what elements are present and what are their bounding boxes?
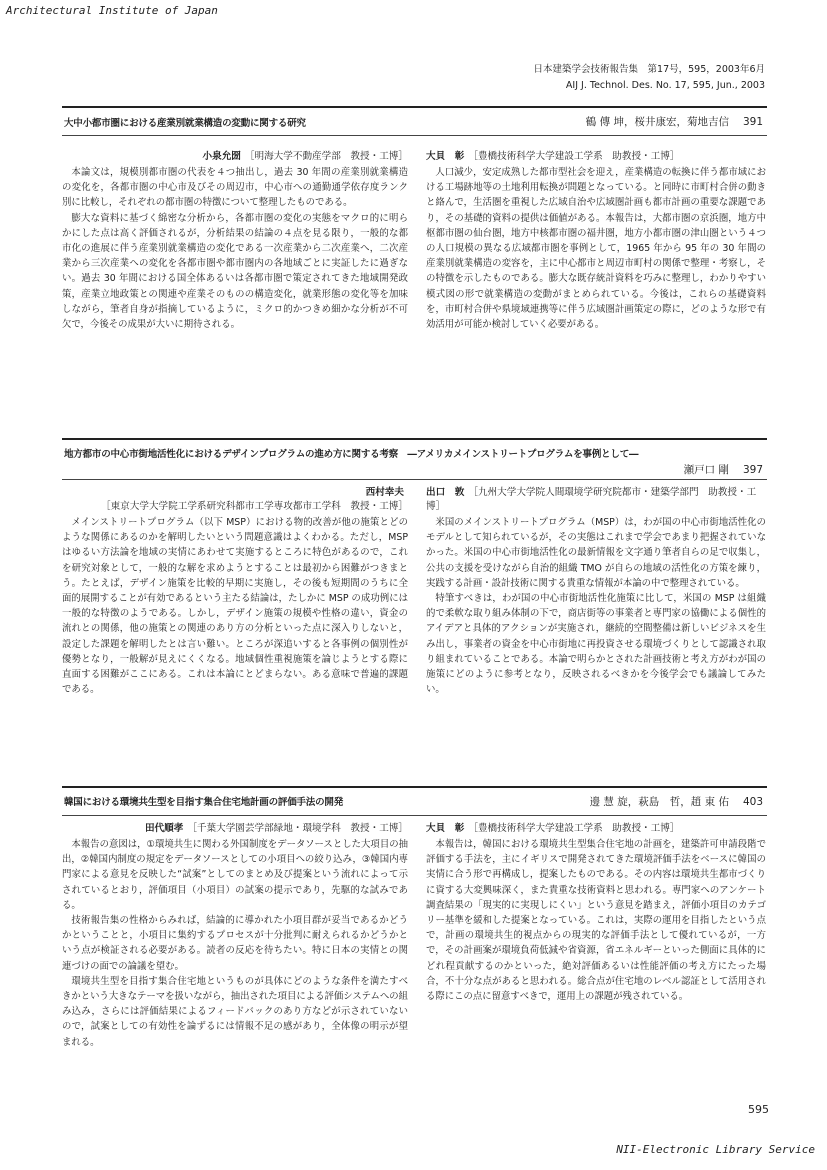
reviewer: 大貝 彰 ［豊橋技術科学大学建設工学系 助教授・工博］	[426, 823, 680, 834]
author-names: 瀬戸口 剛	[683, 464, 729, 476]
reviewer: 西村幸夫［東京大学大学院工学系研究科都市工学専攻都市工学科 教授・工博］	[101, 487, 408, 512]
section-authors	[684, 462, 763, 477]
review-paragraph: 本論文は，規模別都市圏の代表を４つ抽出し，過去 30 年間の産業別就業構造の変化を，各都市圏の中心市及びその周辺市，中心市への通勤通学依存度ランク別に比較し，それぞれの都市圏の特徴について整理したものである。	[62, 167, 408, 209]
review-paragraph: 本報告の意図は，①環境共生に関わる外国制度をデータソースとした大項目の抽出，②韓国内制度の規定をデータソースとしての小項目への絞り込み，③韓国内専門家による意見を反映した“試案”としてのまとめ及び提案という流れによって示されているとおり，評価項目（小項目）の試案の提示であり，先駆的な試みである。	[62, 839, 408, 911]
journal-citation-en: AIJ J. Technol. Des. No. 17, 595, Jun., 2003	[565, 80, 765, 91]
page-ref: 403	[742, 796, 763, 808]
section-title: 韓国における環境共生型を目指す集合住宅地計画の評価手法の開発	[64, 797, 344, 808]
section-rule	[62, 479, 767, 480]
review-paragraph: 人口減少，安定成熟した都市型社会を迎え，産業構造の転換に伴う都市域における工場跡地等の土地利用転換が問題となっている。と同時に市町村合併の動きと絡んで，生活圏を重視した広域自治や広域圏計画も都市計画の重要な課題であり，その基礎的資料の提供は価値がある。本報告は，大都市圏の京浜圏，地方中枢都市圏の仙台圏，地方中核都市圏の福井圏，地方小都市圏の津山圏という４つの人口規模の異なる広域都市圏を事例として，1965 年から 95 年の 30 年間の産業別就業構造の変容を，主に中心都市と周辺市町村の関係で整理・考察し，その特徴を示したものである。膨大な既存統計資料を巧みに整理し，わかりやすい模式図の形で就業構造の変動がまとめられている。今後は，これらの基礎資料を，市町村合併や県境域連携等に伴う広域圏計画策定の際に，どのような形で有効活用が可能か検討していく必要がある。	[426, 167, 766, 331]
reviewer: 小泉允圀 ［明海大学不動産学部 教授・工博］	[202, 151, 408, 162]
reviewer: 出口 敦 ［九州大学大学院人間環境学研究院都市・建築学部門 助教授・工博］	[426, 487, 757, 512]
review-paragraph: 米国のメインストリートプログラム（MSP）は，わが国の中心市街地活性化のモデルとして知られているが，その実態はこれまで学会であまり把握されていなかった。米国の中心市街地活性化の最新情報を文字通り筆者自らの足で収集し，公共の支援を受けながら自治的組織 TMO が自らの地域の活性化の方策を練り，実践する計画・設計技術に関する貴重な情報が本論の中で整理されている。	[426, 517, 766, 589]
section-rule	[62, 786, 767, 788]
review-paragraph: 技術報告集の性格からみれば，結論的に導かれた小項目群が妥当であるかどうかということと，小項目に集約するプロセスが十分批判に耐えられるかどうかという点が検証される必要がある。読者の反応を待ちたい。特に日本の実情との関連づけの面での論議を望む。	[62, 915, 408, 972]
review-right	[426, 150, 766, 372]
section-title: 大中小都市圏における産業別就業構造の変動に関する研究	[64, 118, 306, 129]
review-left	[62, 822, 408, 1074]
reviewer: 田代順孝 ［千葉大学園芸学部緑地・環境学科 教授・工博］	[144, 823, 408, 834]
review-paragraph: 膨大な資料に基づく綿密な分析から，各都市圏の変化の実態をマクロ的に明らかにした点は高く評価されるが，分析結果の結論の４点を見る限り，一般的な都市化の進展に伴う産業別就業構造の変化である一次産業から二次産業へ，二次産業から三次産業への変化を各都市圏や都市圏内の各地域ごとに実証したに過ぎない。過去 30 年間における国全体あるいは各都市圏で策定されてきた地域開発政策，産業立地政策との関連や産業そのものの構造変化，就業形態の変化等を加味しながら，筆者自身が指摘しているように，ミクロ的かつきめ細かな分析が不可欠で，今後その成果が大いに期待される。	[62, 212, 408, 331]
review-left	[62, 486, 408, 746]
review-right	[426, 822, 766, 1074]
review-paragraph: 環境共生型を目指す集合住宅地というものが具体にどのような条件を満たすべきかという大きなテーマを扱いながら，抽出された項目による評価システムへの組み込み，さらには評価結果によるフィードバックのあり方などが示されていないので，試案としての有効性を論ずるには情報不足の感があり，全体像の明示が望まれる。	[62, 975, 408, 1048]
section-title: 地方都市の中心市街地活性化におけるデザインプログラムの進め方に関する考察 ―アメリカメインストリートプログラムを事例として―	[64, 449, 639, 460]
review-paragraph: 本報告は，韓国における環境共生型集合住宅地の計画を，建築許可申請段階で評価する手法を，主にイギリスで開発されてきた環境評価手法をベースに韓国の実情に合う形で再構成し，提案したものである。その内容は環境共生都市づくりに資する大変興味深く，また貴重な技術資料と思われる。専門家へのアンケート調査結果の「現実的に実現しにくい」という意見を踏まえ，評価小項目のカテゴリー基準を緩和した提案となっている。これは，実際の運用を目指したという点で，計画の環境共生的視点からの現実的な評価手法として優れているが，一方で，その計画案が環境負荷低減や省資源，省エネルギーといった側面に具体的にどれ程貢献するのかといった，絶対評価あるいは性能評価の考え方にたった場合，不十分な点があると思われる。総合点が住宅地のレベル認証として活用される際にこの点に留意すべきで，運用上の課題が残されている。	[426, 839, 766, 1003]
section-rule	[62, 815, 767, 816]
section-authors	[586, 114, 763, 129]
section-authors	[590, 794, 763, 809]
review-paragraph: 特筆すべきは，わが国の中心市街地活性化施策に比して，米国の MSP は組織的で柔軟な取り組み体制の下で，商店街等の事業者と専門家の協働による個性的アイデアと具体的アクションが実施され，継続的空間整備は新しいビジネスを生み出し，事業者の資金を中心市街地に再投資させる環境づくりとして認識され取り組まれていることである。本論で明らかとされた計画技術と考え方がわが国の施策にどのように参考となり，反映されるべきかを今後学会でも議論してみたい。	[426, 593, 766, 696]
page-ref: 397	[742, 464, 763, 476]
author-names: 邊 慧 旋，萩島 哲，趙 東 佑	[589, 796, 729, 808]
section-rule	[62, 135, 767, 136]
section-rule	[62, 438, 767, 440]
page-number: 595	[748, 1103, 769, 1116]
review-right	[426, 486, 766, 746]
header-institute: Architectural Institute of Japan	[6, 4, 218, 17]
journal-citation-ja: 日本建築学会技術報告集 第17号，595，2003年6月	[533, 64, 765, 75]
review-left	[62, 150, 408, 372]
footer-service: NII-Electronic Library Service	[616, 1143, 815, 1156]
section-rule	[62, 106, 767, 108]
reviewer: 大貝 彰 ［豊橋技術科学大学建設工学系 助教授・工博］	[426, 151, 680, 162]
author-names: 鶴 傳 坤，桜井康宏，菊地吉信	[585, 116, 729, 128]
review-paragraph: メインストリートプログラム（以下 MSP）における物的改善が他の施策とどのような関係にあるのかを解明したいという問題意識はよくわかる。ただし，MSP はゆるい方法論を地域の実情にあわせて実施するところに特色があるので，これを研究対象として，一般的な解を求めようとすることは最初から困難がつきまとう。たとえば，デザイン施策を比較的早期に実施し，その後も短期間のうちに全面的展開することが有効であるという主たる結論は，たしかに MSP の成功例には一般的な特徴のようである。しかし，デザイン施策の規模や性格の違い，資金の流れとの関係，他の施策との関連のあり方の分析といった点に深入りしないと，設定した課題を解明したとは言い難い。ところが深追いすると各事例の個別性が優勢となり，一般解が見えにくくなる。地域個性重視施策を論じようとする際に直面する困難がここにある。これは本論にとどまらない。ある意味で普遍的課題である。	[62, 517, 408, 696]
page-ref: 391	[742, 116, 763, 128]
